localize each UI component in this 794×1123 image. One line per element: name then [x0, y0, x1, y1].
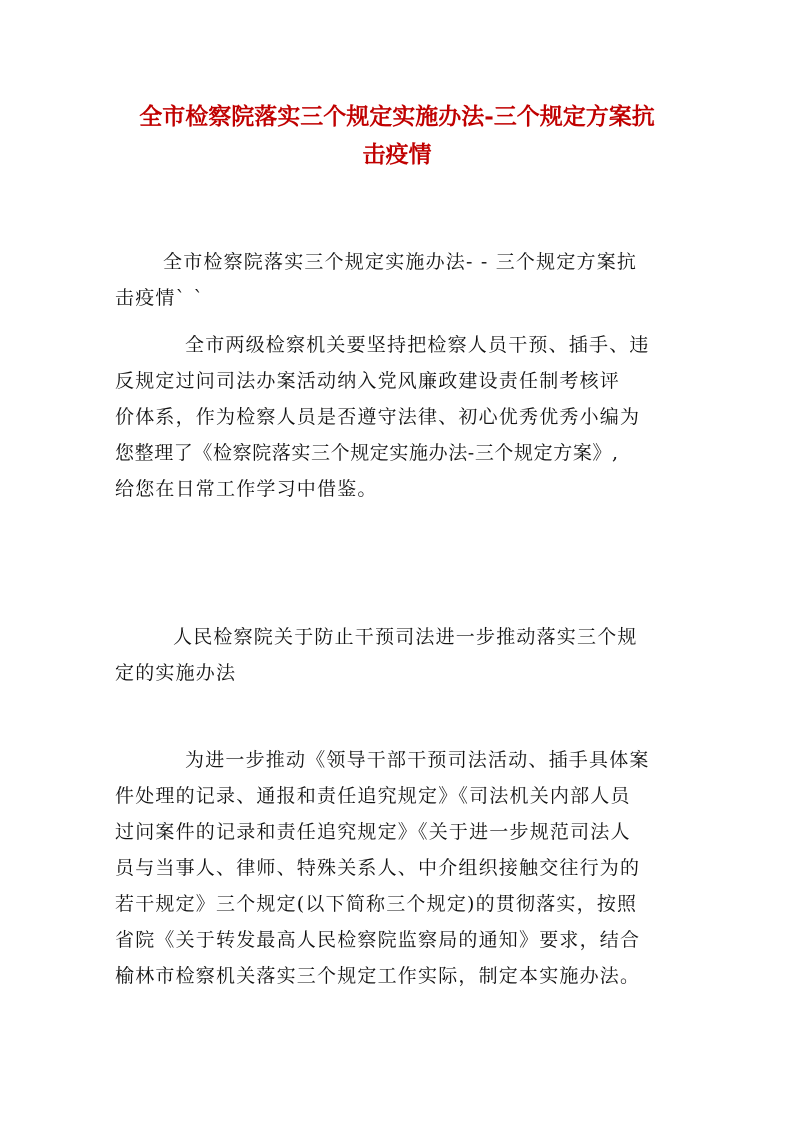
document-title: [100, 98, 694, 174]
paragraph-line: 全市两级检察机关要坚持把检察人员干预、插手、违: [185, 334, 650, 356]
paragraph-line: 价体系，作为检察人员是否遵守法律、初心优秀优秀小编为: [115, 406, 641, 428]
intro-heading-paragraph: [115, 244, 690, 316]
paragraph-line: 全市检察院落实三个规定实施办法- - 三个规定方案抗: [163, 251, 638, 273]
title-line: 全市检察院落实三个规定实施办法-三个规定方案抗: [139, 103, 655, 130]
paragraph-line: 人民检察院关于防止干预司法进一步推动落实三个规: [173, 626, 638, 648]
title-line: 击疫情: [362, 141, 432, 168]
paragraph-line: 件处理的记录、通报和责任追究规定》《司法机关内部人员: [115, 785, 631, 807]
section-body-paragraph: [115, 742, 690, 994]
paragraph-line: 省院《关于转发最高人民检察院监察局的通知》要求，结合: [115, 929, 641, 951]
paragraph-line: 榆林市检察机关落实三个规定工作实际，制定本实施办法。: [115, 965, 641, 987]
intro-body-paragraph: [115, 327, 690, 507]
paragraph-line: 员与当事人、律师、特殊关系人、中介组织接触交往行为的: [115, 857, 641, 879]
paragraph-line: 定的实施办法: [115, 662, 237, 684]
paragraph-line: 您整理了《检察院落实三个规定实施办法-三个规定方案》,: [115, 442, 619, 464]
paragraph-line: 为进一步推动《领导干部干预司法活动、插手具体案: [185, 749, 650, 771]
paragraph-line: 过问案件的记录和责任追究规定》《关于进一步规范司法人: [115, 821, 631, 843]
section-heading-paragraph: [115, 619, 690, 691]
paragraph-line: 若干规定》三个规定(以下简称三个规定)的贯彻落实，按照: [115, 893, 638, 915]
paragraph-line: 击疫情` `: [115, 287, 205, 309]
paragraph-line: 给您在日常工作学习中借鉴。: [115, 478, 378, 500]
paragraph-line: 反规定过问司法办案活动纳入党风廉政建设责任制考核评: [115, 370, 621, 392]
